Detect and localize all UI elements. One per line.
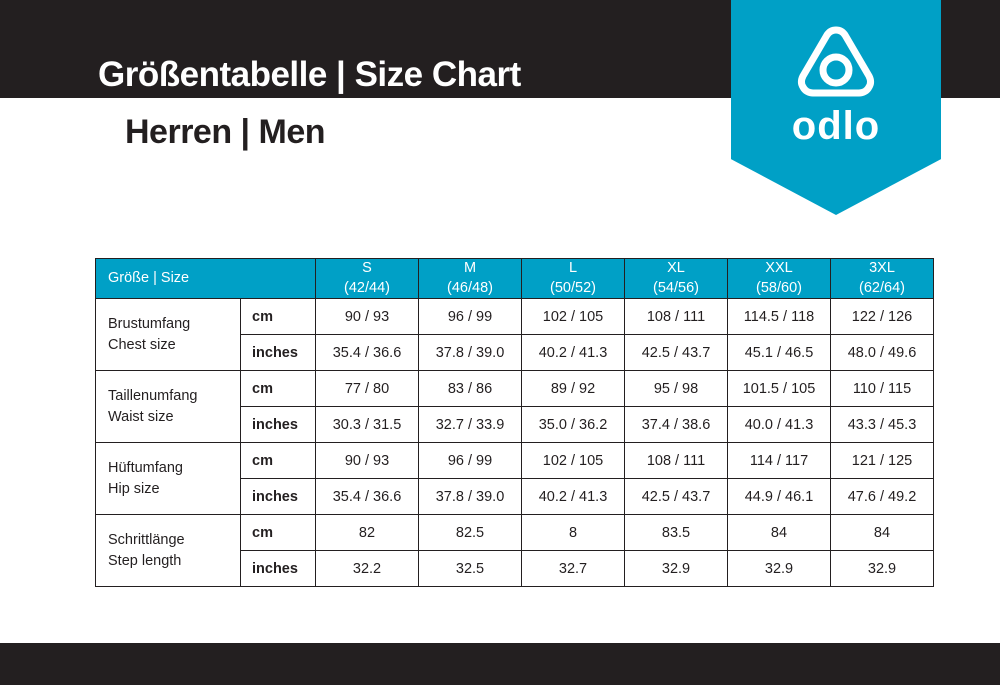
row-label-en: Waist size <box>108 408 174 425</box>
value-cell: 30.3 / 31.5 <box>316 407 419 443</box>
row-label-de: Hüftumfang <box>108 460 183 477</box>
value-cell: 102 / 105 <box>522 443 625 479</box>
value-cell: 40.0 / 41.3 <box>728 407 831 443</box>
value-cell: 37.4 / 38.6 <box>625 407 728 443</box>
value-cell: 37.8 / 39.0 <box>419 479 522 515</box>
value-cell: 82.5 <box>419 515 522 551</box>
header-size-s <box>316 259 419 299</box>
table-row <box>96 443 934 479</box>
row-label-hip <box>96 443 241 515</box>
brand-banner <box>731 0 941 215</box>
table-header <box>96 259 934 299</box>
size-range: (54/56) <box>653 279 699 296</box>
value-cell: 35.0 / 36.2 <box>522 407 625 443</box>
value-cell: 45.1 / 46.5 <box>728 335 831 371</box>
value-cell: 83 / 86 <box>419 371 522 407</box>
value-cell: 89 / 92 <box>522 371 625 407</box>
size-range: (58/60) <box>756 279 802 296</box>
value-cell: 95 / 98 <box>625 371 728 407</box>
header-size-xxl <box>728 259 831 299</box>
value-cell: 122 / 126 <box>831 299 934 335</box>
header-size-m <box>419 259 522 299</box>
unit-cell: cm <box>241 515 316 551</box>
value-cell: 77 / 80 <box>316 371 419 407</box>
header-size-xl <box>625 259 728 299</box>
value-cell: 32.9 <box>625 551 728 587</box>
size-code: L <box>568 260 578 276</box>
row-label-step-length <box>96 515 241 587</box>
value-cell: 35.4 / 36.6 <box>316 335 419 371</box>
value-cell: 96 / 99 <box>419 443 522 479</box>
value-cell: 8 <box>522 515 625 551</box>
value-cell: 42.5 / 43.7 <box>625 479 728 515</box>
value-cell: 90 / 93 <box>316 299 419 335</box>
value-cell: 110 / 115 <box>831 371 934 407</box>
value-cell: 82 <box>316 515 419 551</box>
table-row <box>96 299 934 335</box>
table-body <box>96 299 934 587</box>
header-size-3xl <box>831 259 934 299</box>
value-cell: 42.5 / 43.7 <box>625 335 728 371</box>
value-cell: 121 / 125 <box>831 443 934 479</box>
size-range: (42/44) <box>344 279 390 296</box>
value-cell: 114.5 / 118 <box>728 299 831 335</box>
table-header-row <box>96 259 934 299</box>
row-label-en: Hip size <box>108 480 160 497</box>
size-code: M <box>463 260 477 276</box>
size-chart-table <box>95 258 934 587</box>
unit-cell: inches <box>241 335 316 371</box>
unit-cell: cm <box>241 371 316 407</box>
value-cell: 47.6 / 49.2 <box>831 479 934 515</box>
value-cell: 32.9 <box>728 551 831 587</box>
unit-cell: inches <box>241 479 316 515</box>
table-row <box>96 515 934 551</box>
row-label-de: Brustumfang <box>108 316 191 333</box>
row-label-en: Step length <box>108 552 182 569</box>
value-cell: 37.8 / 39.0 <box>419 335 522 371</box>
size-code: 3XL <box>869 260 895 276</box>
value-cell: 90 / 93 <box>316 443 419 479</box>
value-cell: 32.5 <box>419 551 522 587</box>
value-cell: 35.4 / 36.6 <box>316 479 419 515</box>
value-cell: 83.5 <box>625 515 728 551</box>
value-cell: 44.9 / 46.1 <box>728 479 831 515</box>
size-range: (50/52) <box>550 279 596 296</box>
size-code: XL <box>667 260 685 276</box>
value-cell: 102 / 105 <box>522 299 625 335</box>
row-label-de: Taillenumfang <box>108 388 198 405</box>
value-cell: 96 / 99 <box>419 299 522 335</box>
value-cell: 32.9 <box>831 551 934 587</box>
size-range: (46/48) <box>447 279 493 296</box>
unit-cell: inches <box>241 407 316 443</box>
size-range: (62/64) <box>859 279 905 296</box>
size-code: XXL <box>765 260 793 276</box>
value-cell: 101.5 / 105 <box>728 371 831 407</box>
value-cell: 84 <box>831 515 934 551</box>
value-cell: 40.2 / 41.3 <box>522 335 625 371</box>
size-code: S <box>362 260 372 276</box>
bottom-black-band <box>0 643 1000 685</box>
unit-cell: inches <box>241 551 316 587</box>
unit-cell: cm <box>241 443 316 479</box>
value-cell: 40.2 / 41.3 <box>522 479 625 515</box>
table-row <box>96 371 934 407</box>
page-subtitle: Herren | Men <box>125 113 326 151</box>
row-label-en: Chest size <box>108 336 176 353</box>
brand-wordmark: odlo <box>791 104 881 148</box>
value-cell: 32.7 <box>522 551 625 587</box>
value-cell: 32.7 / 33.9 <box>419 407 522 443</box>
header-size-l <box>522 259 625 299</box>
value-cell: 114 / 117 <box>728 443 831 479</box>
value-cell: 108 / 111 <box>625 299 728 335</box>
header-corner-label: Größe | Size <box>96 259 316 299</box>
odlo-logo-icon <box>793 26 879 107</box>
page-title: Größentabelle | Size Chart <box>98 55 521 94</box>
value-cell: 32.2 <box>316 551 419 587</box>
value-cell: 108 / 111 <box>625 443 728 479</box>
unit-cell: cm <box>241 299 316 335</box>
row-label-waist <box>96 371 241 443</box>
row-label-chest <box>96 299 241 371</box>
row-label-de: Schrittlänge <box>108 532 185 549</box>
value-cell: 43.3 / 45.3 <box>831 407 934 443</box>
value-cell: 48.0 / 49.6 <box>831 335 934 371</box>
value-cell: 84 <box>728 515 831 551</box>
